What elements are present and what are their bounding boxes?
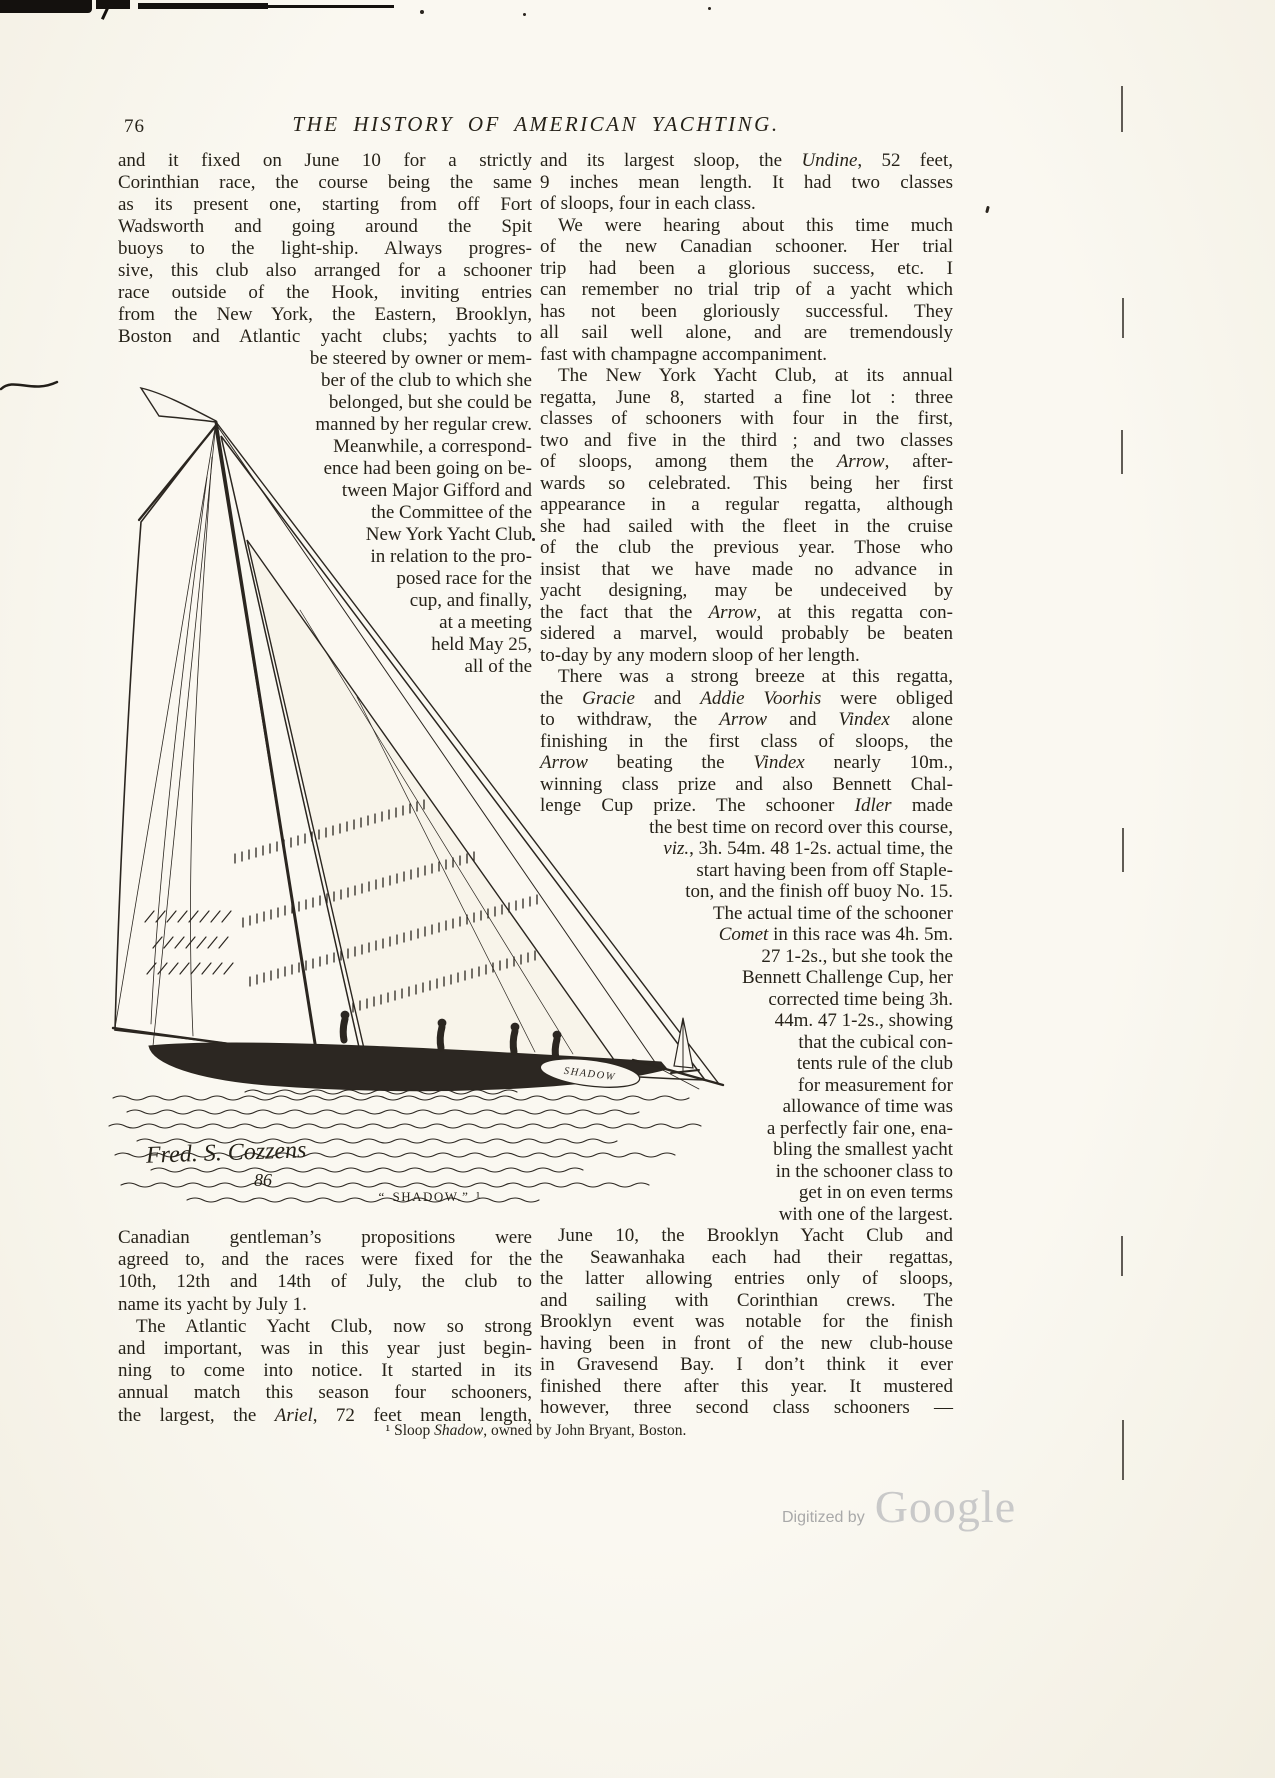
artist-signature: Fred. S. Cozzens [145,1137,307,1169]
scan-speck [523,13,526,16]
text-line: There was a strong breeze at this regatta, [558,666,953,687]
text-line: and important, was in this year just begin- [118,1338,532,1360]
text-line: the Committee of the [371,502,532,523]
text-line: the Seawanhaka each had their regattas, [540,1246,953,1268]
text-line: agreed to, and the races were fixed for the [118,1249,532,1271]
scan-edge-mark [1121,1236,1123,1276]
text-line: cup, and finally, [409,590,532,611]
left-paragraph-block [118,150,532,348]
text-line: having been in front of the new club-house [540,1332,953,1354]
scan-edge-mark [1121,430,1123,474]
text-line: corrected time being 3h. [768,988,953,1010]
text-line: she had sailed with the fleet in the cruise [540,515,953,537]
text-line: allowance of time was [782,1096,953,1117]
text-line: all of the [464,656,532,677]
text-line: race outside of the Hook, inviting entries [118,282,532,303]
text-line: the best time on record over this course, [649,816,953,838]
text-line: June 10, the Brooklyn Yacht Club and [558,1225,953,1246]
google-watermark [782,1480,1016,1533]
hull-name: SHADOW [563,1065,617,1084]
text-line: winning class prize and also Bennett Chal- [540,773,953,795]
scan-artifact [0,0,92,13]
text-line: yacht designing, may be undeceived by [540,580,953,601]
text-line: the fact that the Arrow, at this regatta con- [540,601,953,623]
text-line: can remember no trial trip of a yacht which [540,279,953,300]
text-line: Corinthian race, the course being the same [118,172,532,193]
text-line: buoys to the light-ship. Always progres- [118,238,532,259]
google-logo: Google [874,1481,1017,1532]
text-line: insist that we have made no advance in [540,558,953,580]
artist-signature-year: 86 [254,1170,272,1190]
text-line: however, three second class schooners — [540,1397,953,1418]
text-line: of sloops, among them the Arrow, after- [540,451,954,472]
text-line: trip had been a glorious success, etc. I [540,257,953,279]
text-line: Arrow beating the Vindex nearly 10m., [540,752,953,773]
footnote: ¹ Sloop Shadow, owned by John Bryant, Boston. [385,1422,687,1439]
text-line: of sloops, four in each class. [540,193,756,214]
text-line: ning to come into notice. It started in its [118,1360,532,1382]
left-column-top [118,150,532,678]
text-line: The actual time of the schooner [712,902,953,924]
text-line: from the New York, the Eastern, Brooklyn, [118,304,532,325]
illustration-caption: “ SHADOW.” ¹ [378,1189,482,1204]
text-line: name its yacht by July 1. [118,1293,307,1315]
text-line: sidered a marvel, would probably be beaten [540,623,953,644]
text-line: Boston and Atlantic yacht clubs; yachts to [118,326,532,347]
text-line: lenge Cup prize. The schooner Idler made [540,795,953,816]
text-line: the Gracie and Addie Voorhis were obliged [540,687,953,709]
text-line: be steered by owner or mem- [309,348,532,369]
text-line: to-day by any modern sloop of her length. [540,644,860,666]
text-line: ton, and the finish off buoy No. 15. [685,881,953,902]
text-line: annual match this season four schooners, [118,1382,532,1404]
text-line: the latter allowing entries only of sloops, [540,1268,953,1289]
scan-speck [985,206,990,214]
text-line: 27 1-2s., but she took the [761,945,953,967]
text-line: at a meeting [439,612,532,633]
scan-artifact [268,5,394,8]
text-line: Comet in this race was 4h. 5m. [718,924,953,945]
scan-edge-mark [1121,86,1123,132]
text-line: 44m. 47 1-2s., showing [774,1010,953,1031]
right-column [540,150,953,1419]
text-line: fast with champagne accompaniment. [540,343,828,365]
page-number: 76 [124,116,145,137]
text-line: wards so celebrated. This being her first [540,472,953,494]
text-line: and it fixed on June 10 for a strictly [118,150,532,171]
margin-squiggle [0,374,60,398]
text-line: The New York Yacht Club, at its annual [558,365,953,386]
text-line: ence had been going on be- [323,458,532,479]
text-line: posed race for the [396,568,532,589]
text-line: the largest, the Ariel, 72 feet mean length, [118,1404,533,1426]
text-line: New York Yacht Club [365,524,532,545]
text-line: Brooklyn event was notable for the finish [540,1311,953,1332]
text-line: with one of the largest. [778,1203,953,1225]
text-line: manned by her regular crew. [315,414,532,435]
text-line: held May 25, [431,634,532,655]
text-line: belonged, but she could be [328,392,532,413]
scan-speck [420,10,424,14]
text-line: finishing in the first class of sloops, the [540,730,953,752]
text-line: all sail well alone, and are tremendously [540,322,953,343]
text-line: The Atlantic Yacht Club, now so strong [136,1315,532,1337]
text-line: bling the smallest yacht [773,1139,953,1160]
left-paragraph-block [118,1227,532,1427]
text-line: sive, this club also arranged for a schooner [118,260,532,281]
text-line: that the cubical con- [798,1031,953,1053]
text-line: and sailing with Corinthian crews. The [540,1289,953,1311]
text-line: has not been gloriously successful. They [540,300,953,322]
text-line: and its largest sloop, the Undine, 52 feet, [540,150,953,171]
text-line: Meanwhile, a correspond- [333,436,532,457]
text-line: to withdraw, the Arrow and Vindex alone [540,709,953,730]
text-line: a perfectly fair one, ena- [766,1117,953,1139]
text-line: appearance in a regular regatta, although [540,494,953,515]
text-line: 10th, 12th and 14th of July, the club to [118,1271,532,1293]
text-line: get in on even terms [798,1182,953,1203]
text-line: in the schooner class to [775,1160,953,1182]
text-line: tents rule of the club [796,1053,953,1074]
text-line: finished there after this year. It mustered [540,1375,953,1397]
text-line: Bennett Challenge Cup, her [741,967,953,988]
digitized-by-label: Digitized by [782,1509,865,1526]
scan-edge-mark [1122,298,1124,338]
text-line: start having been from off Staple- [696,859,953,881]
text-line: ber of the club to which she [320,370,532,391]
text-line: regatta, June 8, started a fine lot : three [540,386,953,408]
text-line: of the new Canadian schooner. Her trial [540,236,953,257]
left-wrapped-lines [118,348,532,678]
text-line: of the club the previous year. Those who [540,537,953,558]
scan-edge-mark [1122,1420,1124,1480]
text-line: Wadsworth and going around the Spit [118,216,532,237]
text-line: tween Major Gifford and [341,480,532,501]
text-line: in Gravesend Bay. I don’t think it ever [540,1354,953,1375]
left-column-bottom [118,1227,532,1427]
text-line: Canadian gentleman’s propositions were [118,1227,532,1248]
text-line: as its present one, starting from off Fort [118,194,532,215]
text-line: two and five in the third ; and two classes [540,429,953,451]
scan-edge-mark [1122,828,1124,872]
text-line: 9 inches mean length. It had two classes [540,171,953,193]
text-line: We were hearing about this time much [558,214,953,236]
scan-artifact [96,0,130,9]
scan-speck [708,7,711,10]
page-title: THE HISTORY OF AMERICAN YACHTING. [292,112,780,136]
scan-artifact [138,3,268,9]
text-line: for measurement for [797,1074,953,1096]
text-line: classes of schooners with four in the first, [540,408,953,429]
text-line: in relation to the pro- [370,546,532,567]
text-line: viz., 3h. 54m. 48 1-2s. actual time, the [663,838,953,859]
right-paragraph-block [540,150,953,1419]
